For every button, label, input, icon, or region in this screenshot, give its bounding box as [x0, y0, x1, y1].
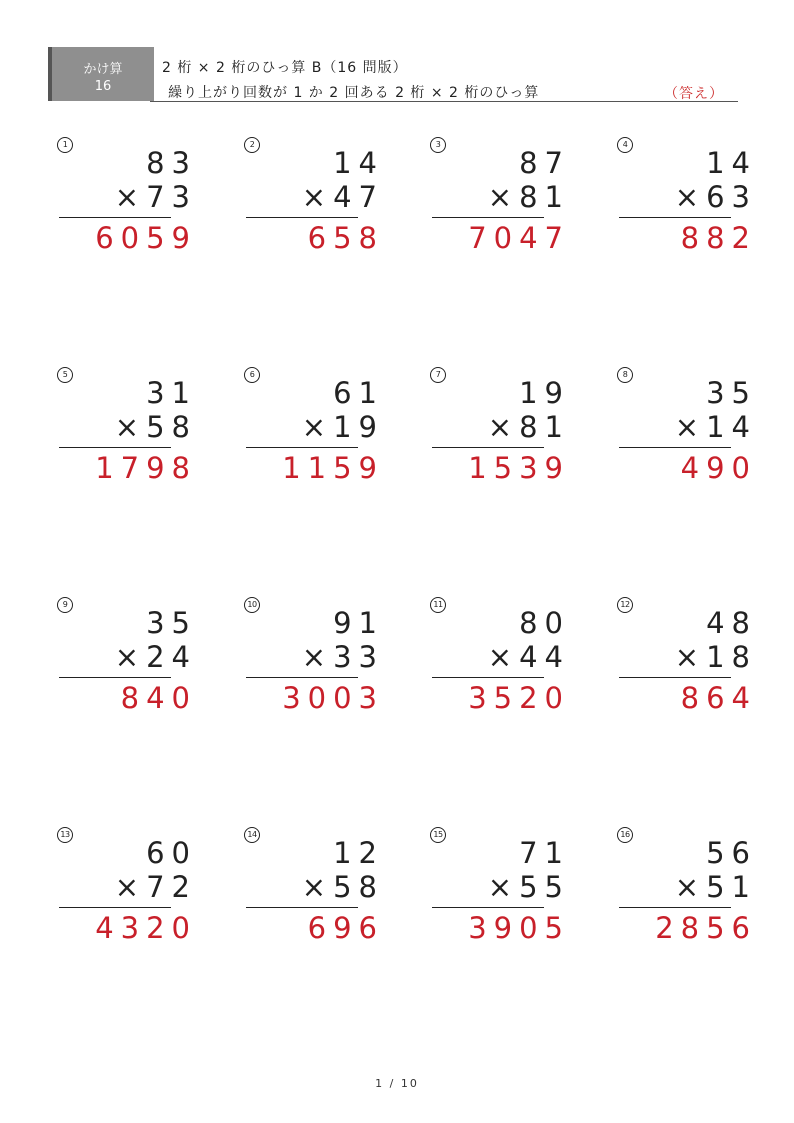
answer-rule	[619, 907, 731, 908]
answer: 2856	[655, 911, 757, 945]
answer: 882	[680, 221, 757, 255]
answer-rule	[59, 677, 171, 678]
problem-number: 1	[57, 137, 73, 153]
problem-number: 13	[57, 827, 73, 843]
multiplier: ×81	[487, 180, 570, 214]
multiplier: ×14	[674, 410, 757, 444]
answer: 840	[120, 681, 197, 715]
multiplicand: 80	[519, 606, 570, 640]
multiplicand: 12	[333, 836, 384, 870]
problem	[430, 137, 570, 267]
answer: 1539	[468, 451, 570, 485]
worksheet-number: 16	[94, 79, 112, 94]
answer: 490	[680, 451, 757, 485]
answer: 658	[307, 221, 384, 255]
category-label: かけ算	[83, 62, 123, 77]
multiplicand: 87	[519, 146, 570, 180]
problem	[617, 827, 757, 957]
problem	[244, 827, 384, 957]
multiplier: ×63	[674, 180, 757, 214]
multiplicand: 83	[146, 146, 197, 180]
multiplicand: 71	[519, 836, 570, 870]
multiplier: ×44	[487, 640, 570, 674]
answer: 1159	[282, 451, 384, 485]
answer-rule	[246, 217, 358, 218]
answer-rule	[619, 447, 731, 448]
multiplier: ×19	[301, 410, 384, 444]
multiplier: ×33	[301, 640, 384, 674]
problem-number: 4	[617, 137, 633, 153]
multiplier: ×58	[114, 410, 197, 444]
problem-number: 16	[617, 827, 633, 843]
multiplier: ×24	[114, 640, 197, 674]
multiplicand: 60	[146, 836, 197, 870]
answer-rule	[246, 907, 358, 908]
multiplicand: 91	[333, 606, 384, 640]
answer: 696	[307, 911, 384, 945]
answer: 3003	[282, 681, 384, 715]
answer-label: （答え）	[664, 86, 724, 102]
header-divider	[150, 101, 738, 102]
answer-rule	[619, 677, 731, 678]
multiplicand: 35	[146, 606, 197, 640]
problem	[57, 597, 197, 727]
problem	[430, 597, 570, 727]
answer: 3520	[468, 681, 570, 715]
worksheet-title: 2 桁 × 2 桁のひっ算 B（16 問版）	[162, 60, 408, 76]
problem	[617, 597, 757, 727]
problem	[57, 367, 197, 497]
problem-number: 7	[430, 367, 446, 383]
problem	[57, 827, 197, 957]
answer-rule	[59, 907, 171, 908]
multiplicand: 48	[706, 606, 757, 640]
problem	[430, 827, 570, 957]
multiplier: ×18	[674, 640, 757, 674]
answer: 7047	[468, 221, 570, 255]
multiplier: ×72	[114, 870, 197, 904]
problem	[244, 597, 384, 727]
multiplicand: 56	[706, 836, 757, 870]
answer-rule	[432, 447, 544, 448]
problem-number: 3	[430, 137, 446, 153]
problem-number: 5	[57, 367, 73, 383]
problem	[244, 137, 384, 267]
problem-number: 15	[430, 827, 446, 843]
multiplier: ×58	[301, 870, 384, 904]
multiplier: ×51	[674, 870, 757, 904]
problem-number: 12	[617, 597, 633, 613]
answer-rule	[59, 447, 171, 448]
problem-number: 6	[244, 367, 260, 383]
problem	[430, 367, 570, 497]
worksheet-subtitle: 繰り上がり回数が 1 か 2 回ある 2 桁 × 2 桁のひっ算	[168, 85, 540, 101]
problem-number: 2	[244, 137, 260, 153]
problem	[617, 367, 757, 497]
multiplicand: 35	[706, 376, 757, 410]
problem-number: 14	[244, 827, 260, 843]
answer: 864	[680, 681, 757, 715]
multiplicand: 14	[706, 146, 757, 180]
problem-number: 8	[617, 367, 633, 383]
multiplier: ×81	[487, 410, 570, 444]
category-badge	[48, 47, 154, 101]
problem-number: 11	[430, 597, 446, 613]
problem	[244, 367, 384, 497]
answer-rule	[432, 217, 544, 218]
answer: 1798	[95, 451, 197, 485]
multiplier: ×47	[301, 180, 384, 214]
problem	[617, 137, 757, 267]
problem-number: 10	[244, 597, 260, 613]
page-number: 1 / 10	[375, 1077, 419, 1090]
multiplicand: 19	[519, 376, 570, 410]
answer-rule	[619, 217, 731, 218]
multiplicand: 14	[333, 146, 384, 180]
multiplier: ×73	[114, 180, 197, 214]
problem	[57, 137, 197, 267]
answer: 3905	[468, 911, 570, 945]
answer: 6059	[95, 221, 197, 255]
problem-number: 9	[57, 597, 73, 613]
multiplier: ×55	[487, 870, 570, 904]
answer: 4320	[95, 911, 197, 945]
answer-rule	[432, 677, 544, 678]
answer-rule	[59, 217, 171, 218]
answer-rule	[432, 907, 544, 908]
multiplicand: 61	[333, 376, 384, 410]
answer-rule	[246, 677, 358, 678]
answer-rule	[246, 447, 358, 448]
multiplicand: 31	[146, 376, 197, 410]
